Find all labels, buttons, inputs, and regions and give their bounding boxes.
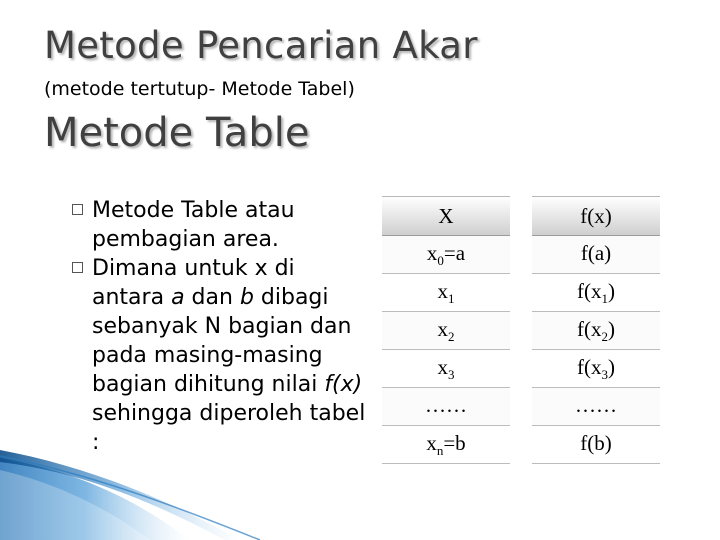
decorative-wave-graphic <box>0 440 720 540</box>
table-row <box>382 312 660 350</box>
cell-x: …… <box>382 388 510 426</box>
cell-x: $x_1$ <box>382 274 510 312</box>
section-heading: Metode Table <box>44 110 310 156</box>
cell-x: $x_2$ <box>382 312 510 350</box>
var-a: a <box>171 285 185 310</box>
cell-fx: …… <box>532 388 660 426</box>
table-row <box>382 274 660 312</box>
header-x: X <box>382 196 510 236</box>
table-row <box>382 388 660 426</box>
bullet-text-2-mid: dan <box>184 285 240 310</box>
cell-x: $x_0=a$ <box>382 236 510 274</box>
table-row <box>382 350 660 388</box>
bullet-text-1: Metode Table atau pembagian area. <box>92 198 295 252</box>
root-table <box>382 196 660 464</box>
var-fx: f(x) <box>324 372 363 397</box>
cell-fx: f(a) <box>532 236 660 274</box>
cell-fx: $f(x_2)$ <box>532 312 660 350</box>
bullet-text-2-post: dibagi sebanyak N bagian dan pada masing-masing bagian dihitung nilai <box>92 285 352 397</box>
cell-fx: $f(x_3)$ <box>532 350 660 388</box>
bullet-list <box>72 196 372 457</box>
header-fx: f(x) <box>532 196 660 236</box>
cell-fx: $f(x_1)$ <box>532 274 660 312</box>
var-b: b <box>239 285 254 310</box>
cell-x: $x_3$ <box>382 350 510 388</box>
cell-x: $x_n=b$ <box>382 426 510 464</box>
bullet-item-1 <box>72 196 372 254</box>
cell-fx: f(b) <box>532 426 660 464</box>
slide-title: Metode Pencarian Akar <box>44 24 478 67</box>
square-bullet-icon <box>72 204 83 215</box>
table-header-row <box>382 196 660 236</box>
square-bullet-icon <box>72 262 83 273</box>
table-row <box>382 236 660 274</box>
bullet-text-2-end: sehingga diperoleh tabel : <box>92 401 366 455</box>
slide-subtitle: (metode tertutup- Metode Tabel) <box>44 78 355 100</box>
bullet-item-2 <box>72 254 372 457</box>
bullet-text-2-pre: Dimana untuk x di antara <box>92 256 295 310</box>
